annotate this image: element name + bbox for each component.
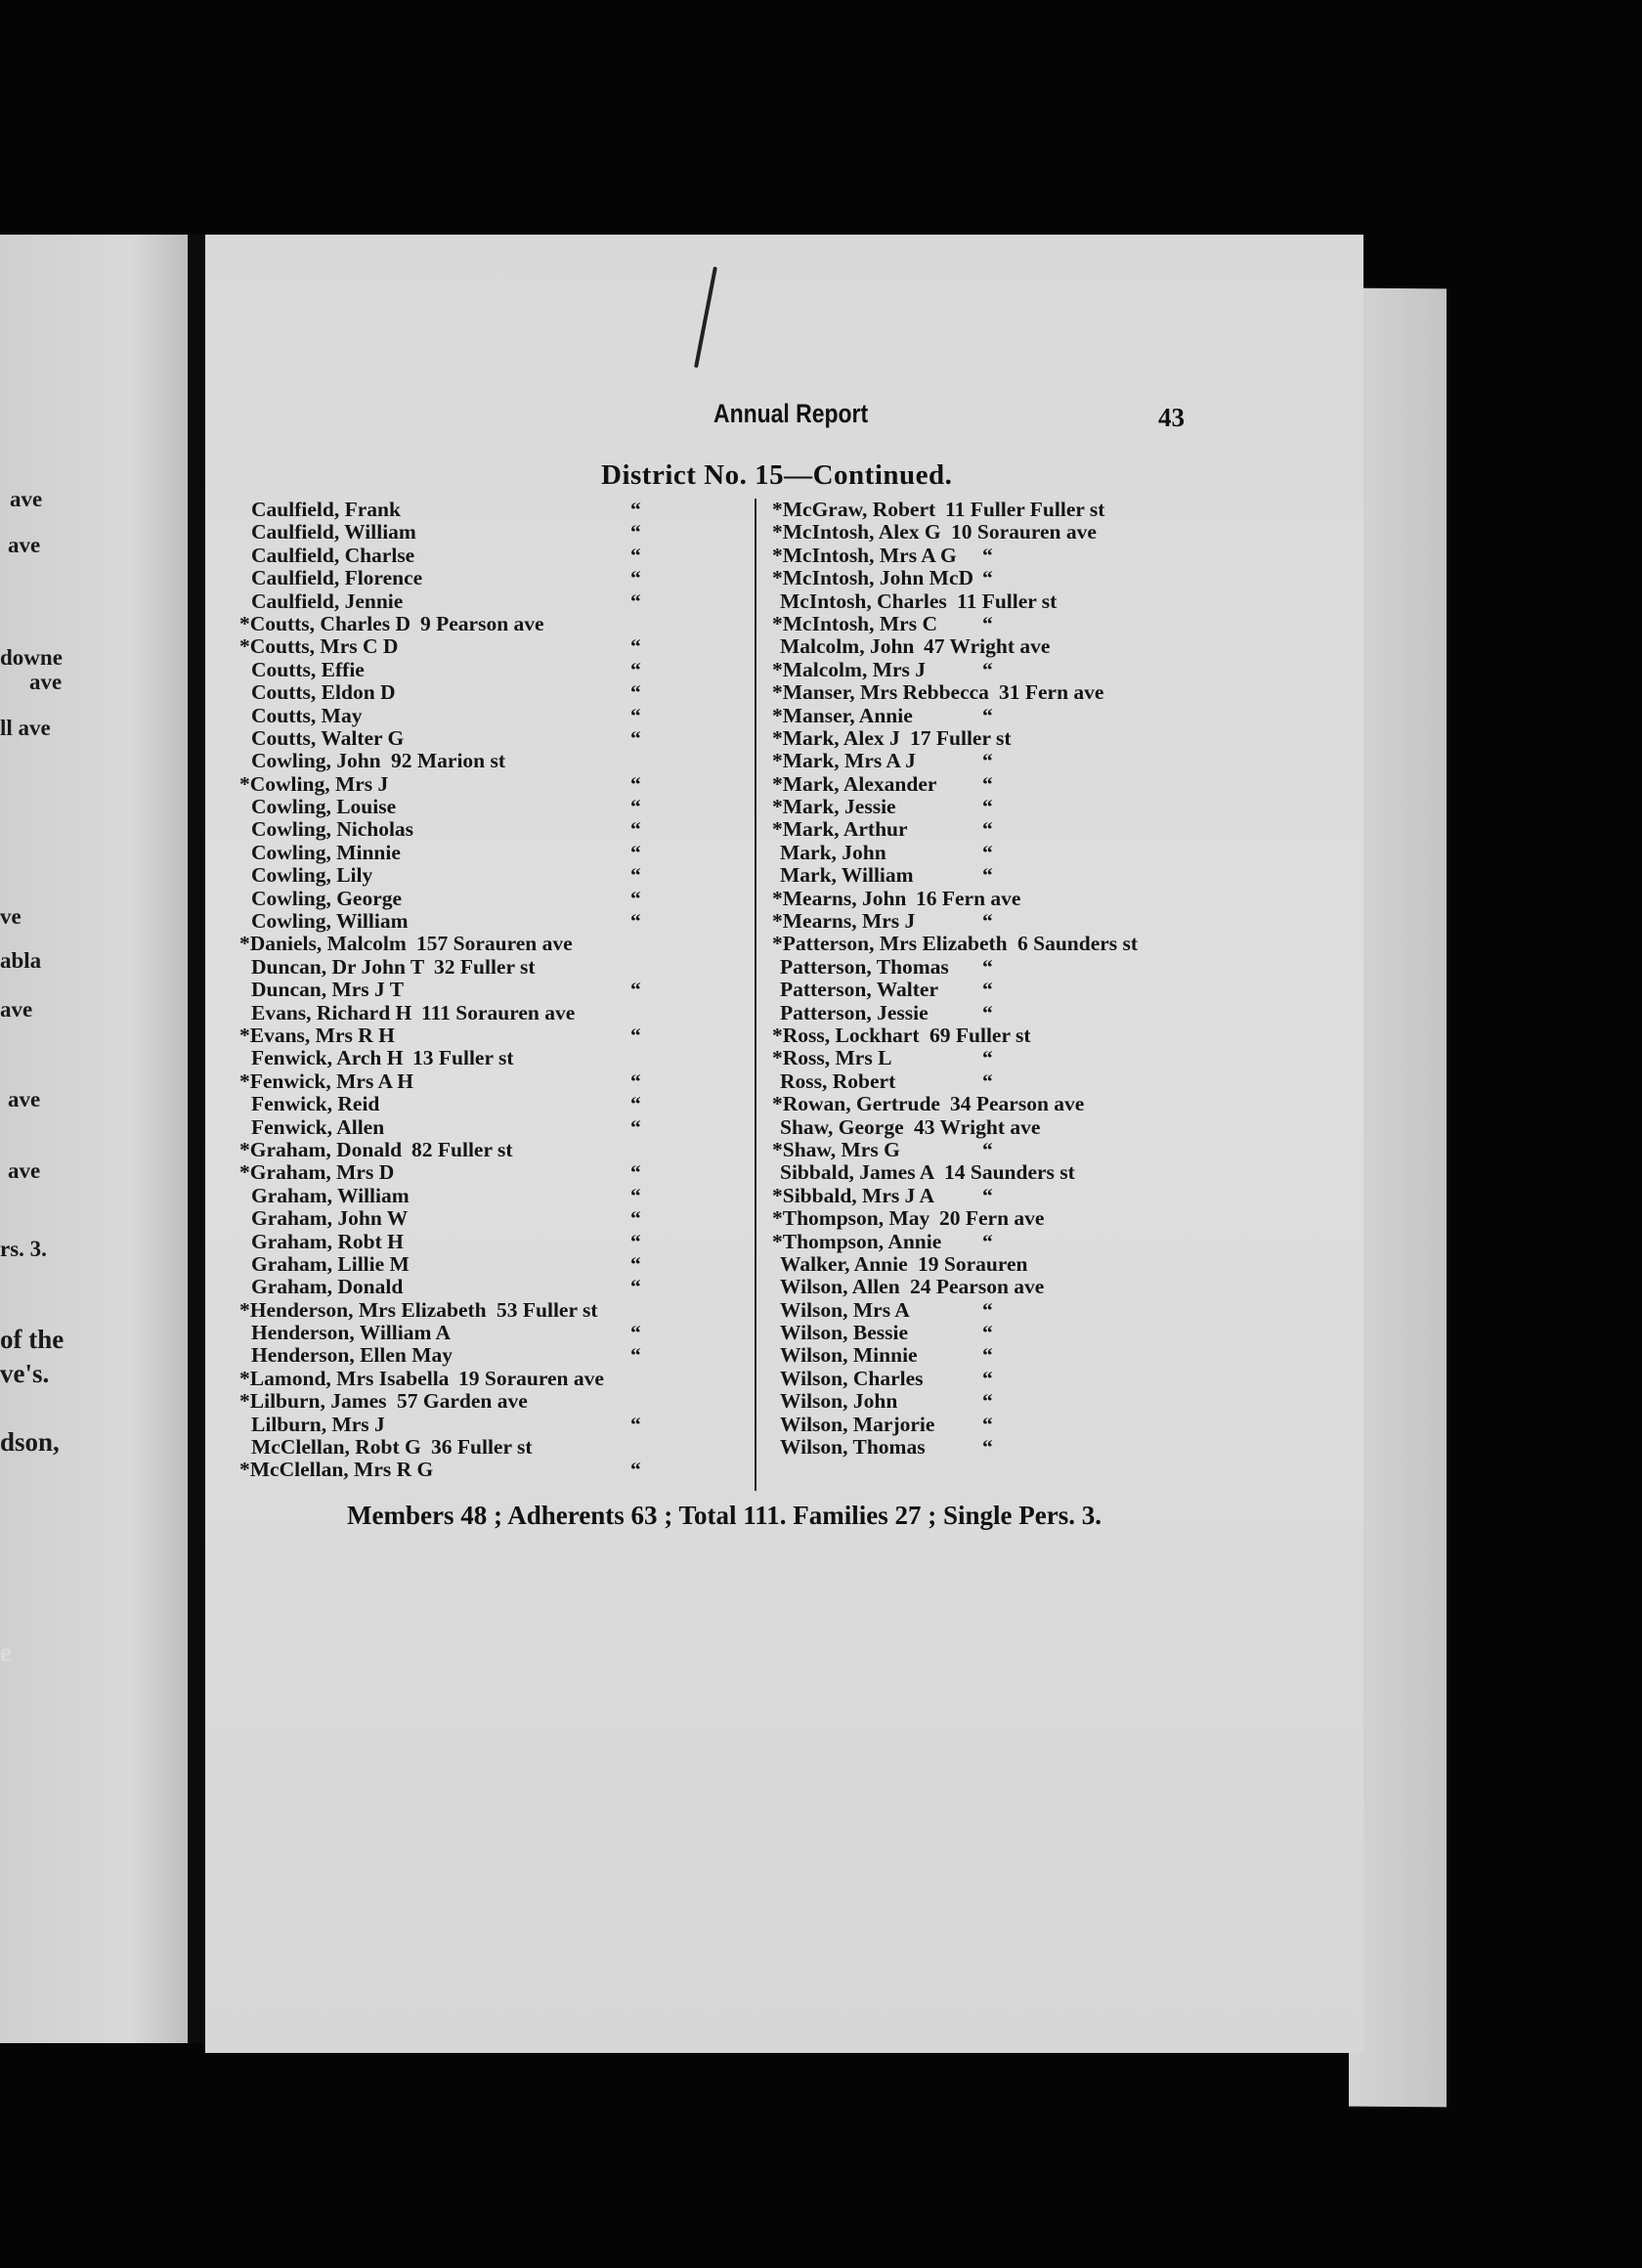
member-name: *Sibbald, Mrs J A <box>772 1183 935 1207</box>
member-name: *Thompson, Annie <box>772 1229 942 1253</box>
member-name: Malcolm, John <box>780 634 915 659</box>
member-name: Duncan, Mrs J T <box>251 978 405 1002</box>
member-name: *Coutts, Charles D <box>239 611 410 635</box>
list-item <box>772 750 1222 772</box>
member-address: “ <box>630 680 641 705</box>
member-address: 47 Wright ave <box>924 634 1051 659</box>
member-name: *Mark, Jessie <box>772 795 896 819</box>
member-name: Wilson, Thomas <box>780 1435 926 1460</box>
list-item <box>239 613 787 635</box>
member-address: 157 Sorauren ave <box>416 932 573 956</box>
list-item <box>772 1276 1222 1298</box>
member-name: *Ross, Mrs L <box>772 1046 892 1070</box>
member-name: *Fenwick, Mrs A H <box>239 1069 413 1093</box>
list-item <box>772 796 1222 818</box>
member-address: “ <box>630 1458 641 1482</box>
member-name: Patterson, Thomas <box>780 954 949 979</box>
member-name: *Daniels, Malcolm <box>239 932 407 956</box>
member-name: Graham, Donald <box>251 1275 404 1299</box>
member-address: “ <box>982 840 993 864</box>
member-name: Fenwick, Reid <box>251 1092 380 1116</box>
member-name: Lilburn, Mrs J <box>251 1412 385 1436</box>
list-item <box>772 1185 1222 1207</box>
page-number: 43 <box>1158 403 1185 432</box>
member-address: “ <box>630 1183 641 1207</box>
list-item <box>239 1414 787 1436</box>
member-address: “ <box>982 954 993 979</box>
list-item <box>772 842 1222 864</box>
facing-page-fragment: dson, <box>0 1427 60 1457</box>
member-address: 24 Pearson ave <box>910 1275 1045 1299</box>
member-name: *McClellan, Mrs R G <box>239 1458 434 1482</box>
member-address: 20 Fern ave <box>939 1206 1045 1231</box>
facing-page-fragment: ve's. <box>0 1359 50 1388</box>
list-item <box>772 1070 1222 1093</box>
member-address: 69 Fuller st <box>929 1023 1031 1047</box>
member-address: 34 Pearson ave <box>950 1092 1085 1116</box>
left-column <box>239 499 787 1482</box>
member-name: *McIntosh, Mrs A G <box>772 543 957 567</box>
member-address: “ <box>982 1297 993 1322</box>
member-address: “ <box>630 657 641 681</box>
list-item <box>772 1025 1222 1047</box>
list-item <box>239 1093 787 1115</box>
list-item <box>239 979 787 1001</box>
totals-line: Members 48 ; Adherents 63 ; Total 111. Families 27 ; Single Pers. 3. <box>347 1501 1102 1530</box>
member-address: “ <box>982 1343 993 1368</box>
list-item <box>239 750 787 772</box>
member-name: Wilson, John <box>780 1389 898 1414</box>
list-item <box>239 1368 787 1390</box>
member-address: “ <box>630 725 641 750</box>
member-name: *Lamond, Mrs Isabella <box>239 1366 450 1390</box>
facing-page-fragment: ave <box>8 1158 41 1183</box>
member-address: 31 Fern ave <box>999 680 1104 705</box>
list-item <box>772 1231 1222 1253</box>
list-item <box>772 705 1222 727</box>
running-header: Annual Report <box>713 399 869 428</box>
member-name: Shaw, George <box>780 1114 904 1139</box>
member-address: “ <box>982 1229 993 1253</box>
member-address: 19 Sorauren ave <box>458 1366 604 1390</box>
list-item <box>239 818 787 841</box>
list-item <box>239 590 787 613</box>
member-address: “ <box>630 520 641 545</box>
member-name: *Graham, Donald <box>239 1137 403 1161</box>
member-name: Cowling, Minnie <box>251 840 401 864</box>
member-name: *Patterson, Mrs Elizabeth <box>772 932 1008 956</box>
member-address: “ <box>630 1275 641 1299</box>
facing-page-fragment: ve <box>0 904 22 929</box>
member-name: *Mark, Mrs A J <box>772 749 916 773</box>
list-item <box>239 1390 787 1413</box>
member-address: “ <box>982 1137 993 1161</box>
member-address: 11 Fuller st <box>957 589 1058 613</box>
list-item <box>239 842 787 864</box>
district-heading: District No. 15—Continued. <box>601 459 953 491</box>
member-name: *Mearns, Mrs J <box>772 909 916 934</box>
list-item <box>772 1436 1222 1459</box>
list-item <box>239 727 787 750</box>
member-address: “ <box>982 795 993 819</box>
member-name: *McIntosh, Alex G <box>772 520 941 545</box>
list-item <box>772 1344 1222 1367</box>
member-address: “ <box>630 795 641 819</box>
facing-page-fragment: ave <box>0 997 33 1022</box>
facing-page-fragment: e <box>0 1637 12 1667</box>
member-name: *Evans, Mrs R H <box>239 1023 395 1047</box>
member-name: *Cowling, Mrs J <box>239 771 389 796</box>
member-name: Caulfield, Jennie <box>251 589 404 613</box>
member-name: Fenwick, Allen <box>251 1114 385 1139</box>
member-name: Henderson, William A <box>251 1321 452 1345</box>
facing-page-fragment: ave <box>8 533 41 557</box>
member-address: “ <box>982 1046 993 1070</box>
list-item <box>239 773 787 796</box>
member-address: “ <box>982 1069 993 1093</box>
member-address: “ <box>630 863 641 888</box>
member-address: 111 Sorauren ave <box>421 1000 576 1025</box>
member-address: “ <box>630 543 641 567</box>
facing-page-fragment: rs. 3. <box>0 1237 47 1261</box>
member-address: “ <box>982 1366 993 1390</box>
member-name: Henderson, Ellen May <box>251 1343 454 1368</box>
member-address: “ <box>982 1000 993 1025</box>
list-item <box>239 1070 787 1093</box>
member-address: “ <box>982 978 993 1002</box>
member-address: 17 Fuller st <box>910 725 1012 750</box>
member-address: “ <box>630 589 641 613</box>
member-name: Wilson, Charles <box>780 1366 924 1390</box>
facing-page-fragment: abla <box>0 948 42 973</box>
member-name: *Henderson, Mrs Elizabeth <box>239 1297 487 1322</box>
member-name: *Manser, Mrs Rebbecca <box>772 680 989 705</box>
member-address: “ <box>630 817 641 842</box>
list-item <box>239 705 787 727</box>
facing-page-fragment: ave <box>8 1087 41 1112</box>
member-address: 82 Fuller st <box>411 1137 513 1161</box>
member-name: Wilson, Allen <box>780 1275 900 1299</box>
list-item <box>239 681 787 704</box>
member-address: “ <box>630 840 641 864</box>
list-item <box>772 933 1222 955</box>
member-name: Mark, William <box>780 863 914 888</box>
list-item <box>239 933 787 955</box>
member-address: “ <box>982 817 993 842</box>
list-item <box>239 1253 787 1276</box>
list-item <box>772 1139 1222 1161</box>
list-item <box>239 956 787 979</box>
member-name: Wilson, Mrs A <box>780 1297 910 1322</box>
member-name: Patterson, Jessie <box>780 1000 929 1025</box>
member-name: Graham, Robt H <box>251 1229 404 1253</box>
member-address: “ <box>630 1412 641 1436</box>
member-name: Caulfield, William <box>251 520 416 545</box>
list-item <box>772 659 1222 681</box>
list-item <box>772 864 1222 887</box>
report-page <box>205 235 1363 2053</box>
member-name: Graham, John W <box>251 1206 409 1231</box>
list-item <box>239 796 787 818</box>
list-item <box>772 818 1222 841</box>
member-name: Cowling, John <box>251 749 381 773</box>
member-name: Ross, Robert <box>780 1069 896 1093</box>
member-address: 57 Garden ave <box>397 1389 528 1414</box>
list-item <box>239 1047 787 1069</box>
member-address: “ <box>982 863 993 888</box>
member-name: *Mearns, John <box>772 886 907 910</box>
list-item <box>239 1459 787 1481</box>
list-item <box>239 1002 787 1025</box>
member-address: 16 Fern ave <box>916 886 1021 910</box>
member-name: Graham, Lillie M <box>251 1251 410 1276</box>
member-address: 6 Saunders st <box>1017 932 1139 956</box>
list-item <box>772 1161 1222 1184</box>
member-address: “ <box>982 1435 993 1460</box>
member-address: “ <box>630 1023 641 1047</box>
member-address: 9 Pearson ave <box>420 611 544 635</box>
list-item <box>239 1139 787 1161</box>
member-address: “ <box>982 566 993 590</box>
member-address: “ <box>630 634 641 659</box>
member-address: “ <box>630 1160 641 1185</box>
member-name: Wilson, Minnie <box>780 1343 918 1368</box>
list-item <box>772 1414 1222 1436</box>
member-address: “ <box>630 1114 641 1139</box>
member-address: “ <box>982 543 993 567</box>
member-address: “ <box>630 1069 641 1093</box>
member-address: “ <box>630 703 641 727</box>
member-name: *Coutts, Mrs C D <box>239 634 399 659</box>
list-item <box>239 1231 787 1253</box>
member-address: “ <box>982 909 993 934</box>
member-name: *Lilburn, James <box>239 1389 387 1414</box>
member-address: “ <box>630 566 641 590</box>
member-name: McClellan, Robt G <box>251 1435 421 1460</box>
member-address: 19 Sorauren <box>918 1251 1028 1276</box>
member-address: 13 Fuller st <box>412 1046 514 1070</box>
list-item <box>239 499 787 521</box>
page-edge <box>1349 288 1447 2108</box>
list-item <box>772 590 1222 613</box>
member-address: 32 Fuller st <box>434 954 536 979</box>
list-item <box>772 635 1222 658</box>
member-name: Cowling, Lily <box>251 863 373 888</box>
member-name: Coutts, Walter G <box>251 725 405 750</box>
member-name: Fenwick, Arch H <box>251 1046 404 1070</box>
member-name: Wilson, Marjorie <box>780 1412 935 1436</box>
list-item <box>239 659 787 681</box>
list-item <box>772 613 1222 635</box>
list-item <box>239 545 787 567</box>
member-name: *McIntosh, Mrs C <box>772 611 937 635</box>
list-item <box>772 888 1222 910</box>
facing-page-fragment: ave <box>29 670 63 694</box>
list-item <box>239 910 787 933</box>
member-name: *McIntosh, John McD <box>772 566 974 590</box>
member-address: 10 Sorauren ave <box>951 520 1097 545</box>
member-address: “ <box>982 1412 993 1436</box>
member-address: 53 Fuller st <box>497 1297 598 1322</box>
member-address: “ <box>982 611 993 635</box>
member-name: Mark, John <box>780 840 886 864</box>
list-item <box>239 1161 787 1184</box>
member-name: Cowling, Nicholas <box>251 817 414 842</box>
list-item <box>772 1047 1222 1069</box>
list-item <box>239 1276 787 1298</box>
member-name: *Mark, Arthur <box>772 817 908 842</box>
member-name: McIntosh, Charles <box>780 589 947 613</box>
column-divider <box>755 499 756 1491</box>
list-item <box>772 773 1222 796</box>
member-name: Sibbald, James A <box>780 1160 935 1185</box>
member-address: 92 Marion st <box>391 749 506 773</box>
list-item <box>239 567 787 589</box>
list-item <box>239 1207 787 1230</box>
member-name: *Malcolm, Mrs J <box>772 657 927 681</box>
member-address: “ <box>982 1183 993 1207</box>
member-address: 14 Saunders st <box>944 1160 1075 1185</box>
member-address: “ <box>982 1389 993 1414</box>
member-address: “ <box>630 978 641 1002</box>
list-item <box>239 1322 787 1344</box>
list-item <box>239 888 787 910</box>
list-item <box>239 1299 787 1322</box>
member-address: “ <box>982 749 993 773</box>
member-address: “ <box>630 1092 641 1116</box>
member-name: Coutts, Eldon D <box>251 680 396 705</box>
list-item <box>772 1322 1222 1344</box>
list-item <box>772 1002 1222 1025</box>
member-address: “ <box>630 1343 641 1368</box>
list-item <box>239 1025 787 1047</box>
member-name: *Graham, Mrs D <box>239 1160 395 1185</box>
member-address: “ <box>630 1229 641 1253</box>
member-name: *Rowan, Gertrude <box>772 1092 940 1116</box>
list-item <box>239 521 787 544</box>
member-name: *Thompson, May <box>772 1206 930 1231</box>
member-name: Duncan, Dr John T <box>251 954 425 979</box>
member-name: *Ross, Lockhart <box>772 1023 920 1047</box>
list-item <box>239 864 787 887</box>
member-address: “ <box>630 771 641 796</box>
member-name: *McGraw, Robert <box>772 498 936 521</box>
list-item <box>772 727 1222 750</box>
member-name: *Shaw, Mrs G <box>772 1137 900 1161</box>
member-name: Caulfield, Charlse <box>251 543 415 567</box>
member-name: Coutts, Effie <box>251 657 365 681</box>
member-address: “ <box>982 703 993 727</box>
member-address: “ <box>630 1251 641 1276</box>
list-item <box>772 499 1222 521</box>
list-item <box>772 956 1222 979</box>
pencil-mark <box>694 267 717 369</box>
facing-page <box>0 235 188 2043</box>
member-name: *Manser, Annie <box>772 703 913 727</box>
list-item <box>772 567 1222 589</box>
member-name: Caulfield, Florence <box>251 566 423 590</box>
member-name: Cowling, George <box>251 886 403 910</box>
member-address: “ <box>630 498 641 521</box>
list-item <box>772 1093 1222 1115</box>
member-address: “ <box>982 1321 993 1345</box>
list-item <box>239 1185 787 1207</box>
member-name: Cowling, Louise <box>251 795 397 819</box>
list-item <box>772 1368 1222 1390</box>
member-name: Cowling, William <box>251 909 409 934</box>
list-item <box>772 521 1222 544</box>
member-address: 43 Wright ave <box>914 1114 1041 1139</box>
right-column <box>772 499 1222 1459</box>
member-address: 36 Fuller st <box>431 1435 533 1460</box>
facing-page-fragment: ll ave <box>0 716 51 740</box>
list-item <box>239 1344 787 1367</box>
list-item <box>239 635 787 658</box>
member-address: “ <box>982 771 993 796</box>
list-item <box>772 1299 1222 1322</box>
member-name: *Mark, Alexander <box>772 771 937 796</box>
facing-page-fragment: of the <box>0 1325 65 1354</box>
list-item <box>772 1390 1222 1413</box>
list-item <box>239 1436 787 1459</box>
member-name: Evans, Richard H <box>251 1000 412 1025</box>
list-item <box>772 1253 1222 1276</box>
member-address: “ <box>630 909 641 934</box>
list-item <box>772 1116 1222 1139</box>
list-item <box>772 910 1222 933</box>
member-name: Patterson, Walter <box>780 978 939 1002</box>
list-item <box>239 1116 787 1139</box>
member-address: “ <box>630 1206 641 1231</box>
member-name: Wilson, Bessie <box>780 1321 909 1345</box>
member-name: *Mark, Alex J <box>772 725 900 750</box>
list-item <box>772 681 1222 704</box>
member-address: “ <box>630 886 641 910</box>
member-address: 11 Fuller Fuller st <box>945 498 1105 521</box>
facing-page-fragment: downe <box>0 645 63 670</box>
member-name: Walker, Annie <box>780 1251 908 1276</box>
facing-page-fragment: ave <box>10 487 43 511</box>
member-name: Graham, William <box>251 1183 410 1207</box>
list-item <box>772 979 1222 1001</box>
member-name: Coutts, May <box>251 703 363 727</box>
member-name: Caulfield, Frank <box>251 498 401 521</box>
member-address: “ <box>982 657 993 681</box>
list-item <box>772 545 1222 567</box>
list-item <box>772 1207 1222 1230</box>
member-address: “ <box>630 1321 641 1345</box>
